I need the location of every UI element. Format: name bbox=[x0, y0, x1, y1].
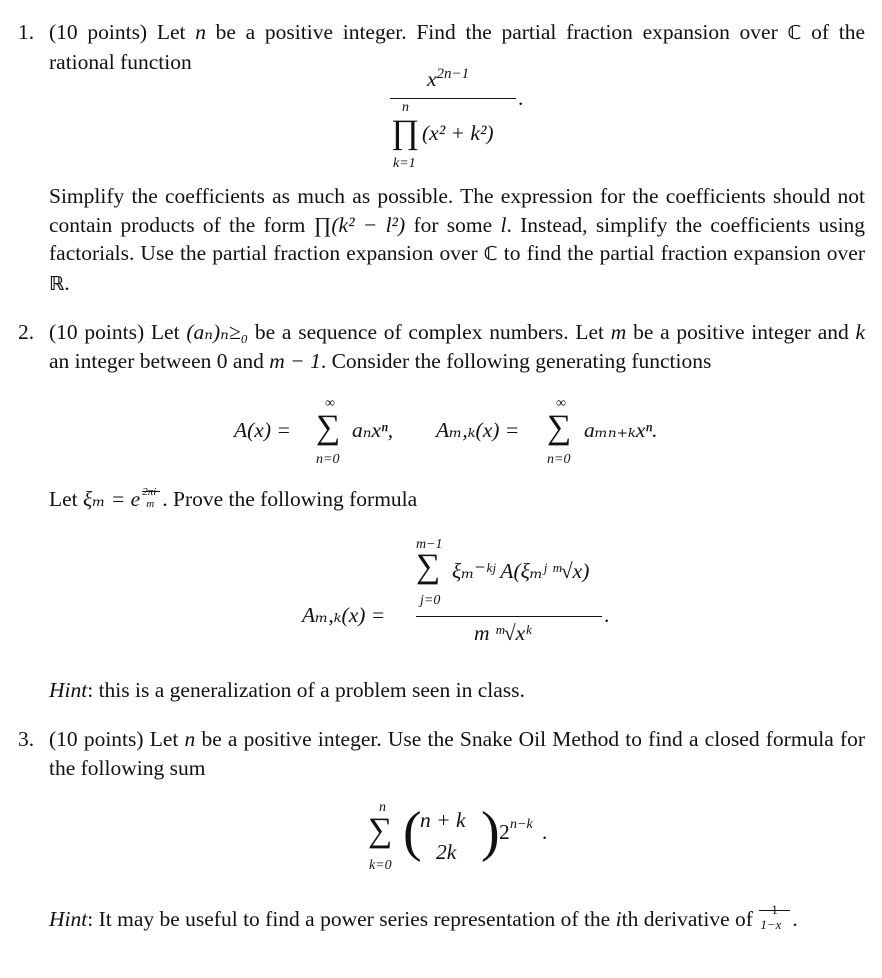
period: . bbox=[604, 603, 610, 627]
hint-fraction bbox=[758, 902, 792, 932]
hint-label: Hint bbox=[49, 907, 88, 931]
sum-lower-limit: n=0 bbox=[547, 452, 571, 467]
binomial-right-paren: ) bbox=[481, 801, 500, 863]
gf-a-term: aₙxⁿ, bbox=[352, 418, 394, 442]
gf-amk-lhs: Aₘ,ₖ(x) = bbox=[436, 418, 520, 442]
var-n: n bbox=[195, 20, 206, 44]
text: of the rational function bbox=[49, 20, 866, 74]
text: be a positive integer. Find the partial fraction expansion over bbox=[215, 20, 778, 44]
numerator-base: x bbox=[427, 67, 437, 92]
text: Let bbox=[150, 320, 180, 344]
var-k: k bbox=[855, 320, 866, 344]
sum-symbol: ∑ bbox=[368, 812, 393, 849]
problem-3 bbox=[18, 725, 866, 787]
var-n: n bbox=[184, 727, 196, 751]
product-symbol: ∏ bbox=[391, 114, 419, 151]
problem-2-hint bbox=[49, 676, 865, 705]
complex-field-symbol: ℂ bbox=[787, 22, 802, 44]
hint-text: : It may be useful to find a power series representation of the bbox=[87, 907, 611, 931]
binomial-left-paren: ( bbox=[403, 801, 422, 863]
problem-number: 3. bbox=[18, 727, 35, 751]
period: . bbox=[518, 86, 524, 110]
text: be a sequence of complex numbers. Let bbox=[254, 320, 605, 344]
var-l: l bbox=[500, 212, 507, 237]
product-upper-limit: n bbox=[402, 100, 409, 115]
sum-upper-limit: m−1 bbox=[416, 537, 443, 552]
sum-symbol: ∑ bbox=[416, 548, 441, 585]
formula-lhs: Aₘ,ₖ(x) = bbox=[302, 603, 386, 627]
text: Simplify the coefficients as much as possible. The expression for the coefficients should not contain products of the form bbox=[49, 184, 865, 237]
xi-definition-line bbox=[49, 485, 417, 514]
sum-upper-limit: ∞ bbox=[556, 396, 566, 411]
problem-3-intro bbox=[49, 725, 865, 782]
sum-lower-limit: n=0 bbox=[316, 452, 340, 467]
binomial-top: n + k bbox=[420, 808, 466, 832]
formula-binomial-sum bbox=[364, 800, 564, 880]
binomial-bottom: 2k bbox=[436, 840, 457, 864]
sum-symbol: ∑ bbox=[547, 409, 572, 446]
problem-number: 1. bbox=[18, 20, 35, 44]
problem-number: 2. bbox=[18, 320, 35, 344]
xi-definition: ξₘ = e bbox=[83, 487, 141, 511]
fraction-denominator: 1−x bbox=[760, 917, 782, 932]
sum-lower-limit: j=0 bbox=[420, 593, 441, 608]
exponent-denominator: m bbox=[146, 498, 155, 510]
text: Let bbox=[149, 727, 179, 751]
var-i: i bbox=[615, 907, 622, 931]
real-field-symbol: ℝ bbox=[49, 272, 65, 295]
points-label: (10 points) bbox=[49, 727, 144, 751]
sum-upper-limit: ∞ bbox=[325, 396, 335, 411]
period: . bbox=[792, 907, 798, 931]
hint-text: : this is a generalization of a problem seen in class. bbox=[87, 678, 525, 702]
text: be a positive integer and bbox=[633, 320, 849, 344]
product-form: ∏(k² − l²) bbox=[313, 212, 406, 237]
sum-upper-limit: n bbox=[379, 800, 386, 815]
formula-generating-functions bbox=[234, 396, 694, 470]
sum-lower-limit: k=0 bbox=[369, 858, 392, 873]
text: . bbox=[64, 270, 70, 295]
numerator-exponent: 2n−1 bbox=[436, 66, 470, 82]
m-minus-one: m − 1 bbox=[269, 348, 321, 373]
text: be a positive integer. Use the Snake Oil Method to find a closed formula for the following sum bbox=[49, 727, 866, 780]
gf-a-lhs: A(x) = bbox=[234, 418, 291, 442]
fraction-bar bbox=[390, 98, 516, 99]
points-label: (10 points) bbox=[49, 20, 148, 44]
text: for some bbox=[413, 212, 493, 237]
problem-2 bbox=[18, 318, 866, 408]
fraction-bar bbox=[416, 616, 602, 617]
problem-3-hint bbox=[49, 902, 865, 934]
text: . Consider the following generating functions bbox=[320, 348, 712, 373]
var-m: m bbox=[610, 320, 627, 344]
problem-1-simplify bbox=[49, 182, 865, 298]
power-base: 2 bbox=[499, 820, 510, 844]
text: Let bbox=[49, 487, 78, 511]
product-lower-limit: k=1 bbox=[393, 156, 416, 171]
formula-rational-function bbox=[390, 62, 540, 177]
power-exponent: n−k bbox=[510, 817, 533, 832]
sequence: (aₙ)ₙ≥₀ bbox=[186, 320, 249, 344]
points-label: (10 points) bbox=[49, 320, 145, 344]
sum-symbol: ∑ bbox=[316, 409, 341, 446]
hint-text: th derivative of bbox=[621, 907, 753, 931]
text: an integer between 0 and bbox=[49, 348, 264, 373]
gf-amk-term: aₘₙ₊ₖxⁿ. bbox=[584, 418, 658, 442]
problem-2-intro bbox=[49, 318, 865, 375]
text: . Instead, simplify the coefficients using factorials. Use the partial fraction expansion over bbox=[49, 212, 866, 266]
exponent-numerator: 2πi bbox=[142, 486, 157, 498]
formula-amk-roots-of-unity bbox=[302, 535, 622, 655]
text: to find the partial fraction expansion over bbox=[503, 241, 865, 266]
text: . Prove the following formula bbox=[162, 487, 418, 511]
fraction-numerator: 1 bbox=[771, 902, 778, 917]
hint-label: Hint bbox=[49, 678, 88, 702]
product-term: (x² + k²) bbox=[422, 121, 494, 145]
denominator: m ᵐ√xᵏ bbox=[474, 621, 532, 645]
complex-field-symbol: ℂ bbox=[483, 243, 498, 266]
period: . bbox=[542, 820, 548, 844]
text: Let bbox=[156, 20, 186, 44]
numerator-term: ξₘ⁻ᵏʲ A(ξₘʲ ᵐ√x) bbox=[452, 559, 590, 583]
